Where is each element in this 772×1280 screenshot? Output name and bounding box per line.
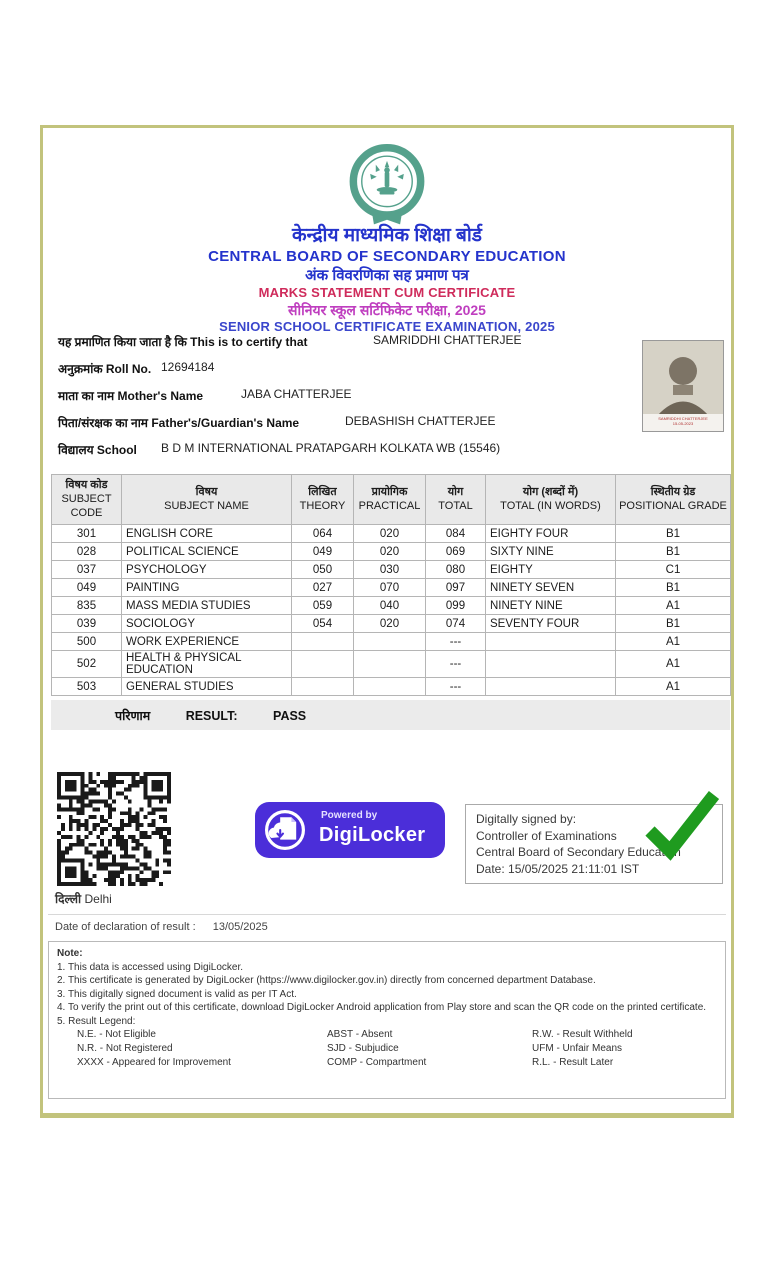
photo-caption-name: SAMRIDDHI CHATTERJEE bbox=[658, 416, 708, 421]
declaration-date: 13/05/2025 bbox=[212, 921, 268, 933]
school-row bbox=[58, 441, 716, 468]
subject-code: 039 bbox=[52, 615, 122, 633]
col-practical: प्रायोगिक PRACTICAL bbox=[354, 475, 426, 525]
theory-marks: 054 bbox=[292, 615, 354, 633]
total-marks: 074 bbox=[426, 615, 486, 633]
theory-marks: 064 bbox=[292, 525, 354, 543]
certificate-card bbox=[40, 125, 734, 1118]
positional-grade: C1 bbox=[616, 561, 731, 579]
declaration-row bbox=[48, 914, 726, 933]
total-words: EIGHTY bbox=[486, 561, 616, 579]
total-marks: 084 bbox=[426, 525, 486, 543]
table-row bbox=[52, 543, 731, 561]
note-title: Note: bbox=[57, 948, 83, 959]
cbse-logo-icon bbox=[341, 144, 433, 230]
practical-marks: 020 bbox=[354, 543, 426, 561]
total-words: SEVENTY FOUR bbox=[486, 615, 616, 633]
legend-item: N.E. - Not Eligible bbox=[77, 1029, 156, 1040]
father-name: DEBASHISH CHATTERJEE bbox=[345, 414, 496, 428]
qr-code bbox=[55, 772, 173, 886]
theory-marks: 059 bbox=[292, 597, 354, 615]
legend-title: 5. Result Legend: bbox=[57, 1015, 136, 1027]
signature-line3: Central Board of Secondary Education bbox=[476, 845, 681, 859]
mother-row bbox=[58, 387, 716, 414]
practical-marks bbox=[354, 651, 426, 678]
total-words: NINETY SEVEN bbox=[486, 579, 616, 597]
positional-grade: B1 bbox=[616, 615, 731, 633]
positional-grade: B1 bbox=[616, 579, 731, 597]
digilocker-icon bbox=[261, 806, 309, 854]
subject-name: WORK EXPERIENCE bbox=[122, 633, 292, 651]
theory-marks: 049 bbox=[292, 543, 354, 561]
total-words: NINETY NINE bbox=[486, 597, 616, 615]
subject-code: 301 bbox=[52, 525, 122, 543]
subject-code: 028 bbox=[52, 543, 122, 561]
father-label-hindi: पिता/संरक्षक का नाम bbox=[58, 416, 148, 430]
subject-code: 500 bbox=[52, 633, 122, 651]
result-legend bbox=[77, 1028, 717, 1070]
signature-line1: Digitally signed by: bbox=[476, 812, 577, 826]
legend-item: ABST - Absent bbox=[327, 1029, 393, 1040]
table-row bbox=[52, 525, 731, 543]
legend-item: COMP - Compartment bbox=[327, 1057, 427, 1068]
certify-label-english: This is to certify that bbox=[190, 335, 308, 349]
mother-name: JABA CHATTERJEE bbox=[241, 387, 352, 401]
theory-marks bbox=[292, 633, 354, 651]
practical-marks bbox=[354, 678, 426, 696]
practical-marks: 020 bbox=[354, 525, 426, 543]
subject-name: PAINTING bbox=[122, 579, 292, 597]
practical-marks: 040 bbox=[354, 597, 426, 615]
student-name: SAMRIDDHI CHATTERJEE bbox=[373, 333, 522, 347]
place-english: Delhi bbox=[84, 892, 112, 906]
total-words: SIXTY NINE bbox=[486, 543, 616, 561]
mother-label-english: Mother's Name bbox=[117, 389, 204, 403]
legend-item: R.L. - Result Later bbox=[532, 1057, 614, 1068]
note-item: 1. This data is accessed using DigiLocker. bbox=[57, 961, 244, 973]
table-row bbox=[52, 651, 731, 678]
certify-row bbox=[58, 333, 716, 360]
subject-name: PSYCHOLOGY bbox=[122, 561, 292, 579]
subject-name: SOCIOLOGY bbox=[122, 615, 292, 633]
legend-item: UFM - Unfair Means bbox=[532, 1043, 623, 1054]
digital-signature-box bbox=[465, 804, 723, 884]
positional-grade: B1 bbox=[616, 525, 731, 543]
digilocker-brand: DigiLocker bbox=[319, 824, 426, 846]
roll-label-english: Roll No. bbox=[105, 362, 152, 376]
note-item: 3. This digitally signed document is valid as per IT Act. bbox=[57, 988, 297, 1000]
roll-row bbox=[58, 360, 716, 387]
table-row bbox=[52, 633, 731, 651]
legend-item: R.W. - Result Withheld bbox=[532, 1029, 633, 1040]
subject-name: HEALTH & PHYSICAL EDUCATION bbox=[122, 651, 292, 678]
positional-grade: A1 bbox=[616, 633, 731, 651]
marks-title-hindi: अंक विवरणिका सह प्रमाण पत्र bbox=[305, 266, 469, 284]
subject-code: 037 bbox=[52, 561, 122, 579]
digilocker-powered-by: Powered by bbox=[321, 810, 378, 821]
marks-table bbox=[51, 474, 731, 696]
theory-marks bbox=[292, 678, 354, 696]
mother-label-hindi: माता का नाम bbox=[58, 389, 115, 403]
total-marks: 097 bbox=[426, 579, 486, 597]
subject-code: 502 bbox=[52, 651, 122, 678]
positional-grade: A1 bbox=[616, 597, 731, 615]
total-marks: 069 bbox=[426, 543, 486, 561]
note-box bbox=[48, 941, 726, 1099]
total-words bbox=[486, 633, 616, 651]
exam-title-hindi: सीनियर स्कूल सर्टिफिकेट परीक्षा, 2025 bbox=[288, 301, 486, 318]
subject-name: POLITICAL SCIENCE bbox=[122, 543, 292, 561]
table-row bbox=[52, 678, 731, 696]
marks-title-english: MARKS STATEMENT CUM CERTIFICATE bbox=[258, 285, 516, 301]
table-row bbox=[52, 561, 731, 579]
positional-grade: A1 bbox=[616, 651, 731, 678]
subject-name: ENGLISH CORE bbox=[122, 525, 292, 543]
total-words: EIGHTY FOUR bbox=[486, 525, 616, 543]
col-theory: लिखित THEORY bbox=[292, 475, 354, 525]
table-row bbox=[52, 597, 731, 615]
roll-number: 12694184 bbox=[161, 360, 215, 374]
signature-line2: Controller of Examinations bbox=[476, 828, 617, 843]
note-item: 2. This certificate is generated by DigiLocker (https://www.digilocker.gov.in) directly from concerned department Database. bbox=[57, 975, 596, 986]
subject-name: MASS MEDIA STUDIES bbox=[122, 597, 292, 615]
board-title-english: CENTRAL BOARD OF SECONDARY EDUCATION bbox=[208, 247, 566, 265]
father-label-english: Father's/Guardian's Name bbox=[151, 416, 300, 430]
place-hindi: दिल्ली bbox=[55, 892, 82, 906]
total-marks: --- bbox=[426, 678, 486, 696]
total-marks: --- bbox=[426, 633, 486, 651]
subject-name: GENERAL STUDIES bbox=[122, 678, 292, 696]
document-header bbox=[43, 224, 731, 335]
table-row bbox=[52, 615, 731, 633]
total-words bbox=[486, 678, 616, 696]
total-words bbox=[486, 651, 616, 678]
legend-item: SJD - Subjudice bbox=[327, 1043, 399, 1054]
marks-table-header bbox=[52, 475, 731, 525]
roll-label-hindi: अनुक्रमांक bbox=[58, 362, 103, 376]
col-total-words: योग (शब्दों में) TOTAL (IN WORDS) bbox=[486, 475, 616, 525]
note-item: 4. To verify the print out of this certificate, download DigiLocker Android application from Play store and scan the QR code on the printed certificate. bbox=[57, 1002, 707, 1013]
positional-grade: A1 bbox=[616, 678, 731, 696]
result-label-english: RESULT: bbox=[185, 708, 238, 723]
theory-marks: 027 bbox=[292, 579, 354, 597]
father-row bbox=[58, 414, 716, 441]
col-total: योग TOTAL bbox=[426, 475, 486, 525]
subject-code: 049 bbox=[52, 579, 122, 597]
total-marks: 099 bbox=[426, 597, 486, 615]
total-marks: 080 bbox=[426, 561, 486, 579]
declaration-label: Date of declaration of result : bbox=[55, 921, 196, 933]
result-label-hindi: परिणाम bbox=[115, 708, 151, 723]
school-label-english: School bbox=[96, 443, 137, 457]
positional-grade: B1 bbox=[616, 543, 731, 561]
exam-title-english: SENIOR SCHOOL CERTIFICATE EXAMINATION, 2025 bbox=[219, 319, 555, 334]
practical-marks: 020 bbox=[354, 615, 426, 633]
subject-code: 835 bbox=[52, 597, 122, 615]
theory-marks bbox=[292, 651, 354, 678]
theory-marks: 050 bbox=[292, 561, 354, 579]
certify-label-hindi: यह प्रमाणित किया जाता है कि bbox=[58, 335, 187, 349]
student-info bbox=[58, 333, 716, 468]
school-label-hindi: विद्यालय bbox=[58, 443, 94, 457]
table-row bbox=[52, 579, 731, 597]
col-subject-name: विषय SUBJECT NAME bbox=[122, 475, 292, 525]
place-line bbox=[55, 890, 112, 907]
subject-code: 503 bbox=[52, 678, 122, 696]
photo-caption bbox=[643, 414, 723, 431]
photo-caption-date: 15-05-2023 bbox=[672, 421, 694, 426]
board-title-hindi: केन्द्रीय माध्यमिक शिक्षा बोर्ड bbox=[292, 225, 482, 246]
practical-marks: 030 bbox=[354, 561, 426, 579]
student-photo bbox=[642, 340, 724, 432]
col-subject-code: विषय कोड SUBJECT CODE bbox=[52, 475, 122, 525]
legend-item: N.R. - Not Registered bbox=[77, 1043, 173, 1054]
digilocker-badge bbox=[255, 802, 445, 858]
total-marks: --- bbox=[426, 651, 486, 678]
practical-marks bbox=[354, 633, 426, 651]
checkmark-icon bbox=[640, 789, 720, 861]
legend-item: XXXX - Appeared for Improvement bbox=[77, 1057, 231, 1068]
practical-marks: 070 bbox=[354, 579, 426, 597]
result-value: PASS bbox=[273, 708, 307, 723]
col-positional-grade: स्थितीय ग्रेड POSITIONAL GRADE bbox=[616, 475, 731, 525]
signature-date: Date: 15/05/2025 21:11:01 IST bbox=[476, 861, 640, 876]
result-band bbox=[51, 700, 730, 730]
school-name: B D M INTERNATIONAL PRATAPGARH KOLKATA WB (15546) bbox=[161, 441, 501, 455]
